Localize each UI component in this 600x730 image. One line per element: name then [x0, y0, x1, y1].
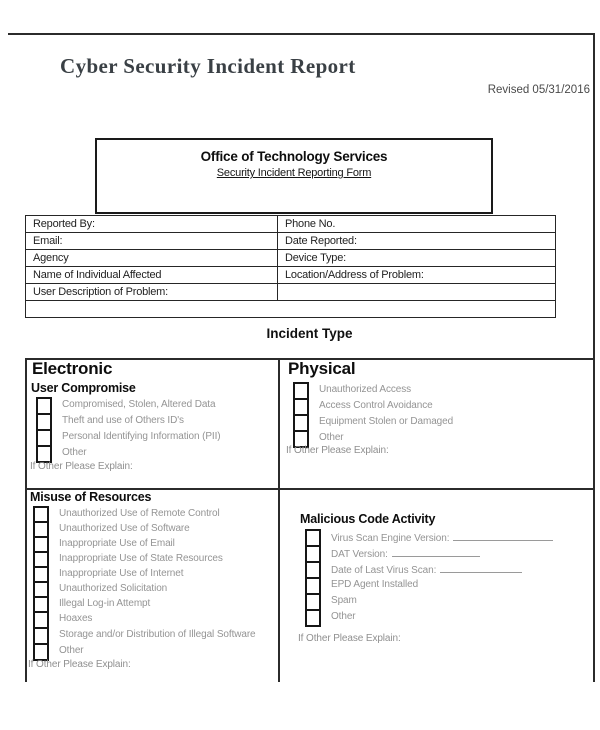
- checkbox-label: Spam: [331, 595, 357, 606]
- checkbox-label: Date of Last Virus Scan:: [331, 563, 522, 576]
- section-misuse-title: Misuse of Resources: [30, 490, 152, 504]
- checkbox-label: Inappropriate Use of Internet: [59, 568, 184, 579]
- date-last-virus-scan-line[interactable]: [440, 563, 522, 573]
- checkbox-label: Unauthorized Use of Software: [59, 523, 190, 534]
- office-box-subtitle: Security Incident Reporting Form: [216, 167, 372, 179]
- field-email: Email:: [26, 233, 278, 250]
- checkbox-label: Other: [62, 447, 87, 458]
- field-user-description-value: [278, 284, 556, 301]
- field-name-affected: Name of Individual Affected: [26, 267, 278, 284]
- checkbox-label: Unauthorized Use of Remote Control: [59, 508, 220, 519]
- checkbox-label: DAT Version:: [331, 547, 480, 560]
- dat-version-line[interactable]: [392, 547, 480, 557]
- checkbox-label: Other: [59, 645, 84, 656]
- checkbox-label: Unauthorized Access: [319, 384, 412, 395]
- incident-box-center-divider: [278, 358, 280, 682]
- checkbox-label: Compromised, Stolen, Altered Data: [62, 399, 216, 410]
- field-location-address: Location/Address of Problem:: [278, 267, 556, 284]
- table-row: [26, 267, 556, 284]
- field-user-description: User Description of Problem:: [26, 284, 278, 301]
- checkbox-label: Inappropriate Use of State Resources: [59, 553, 223, 564]
- table-row: [26, 284, 556, 301]
- checkbox-label: Equipment Stolen or Damaged: [319, 416, 454, 427]
- checkbox-label: Storage and/or Distribution of Illegal Software: [59, 629, 256, 640]
- top-rule: [8, 33, 593, 35]
- electronic-explain-label: If Other Please Explain:: [30, 461, 133, 472]
- checkbox-label: Personal Identifying Information (PII): [62, 431, 221, 442]
- table-row: [26, 233, 556, 250]
- table-row: [26, 250, 556, 267]
- checkbox-label: Virus Scan Engine Version:: [331, 531, 553, 544]
- malicious-explain-label: If Other Please Explain:: [298, 633, 401, 644]
- field-device-type: Device Type:: [278, 250, 556, 267]
- field-phone-no: Phone No.: [278, 216, 556, 233]
- contact-table: [25, 215, 556, 318]
- checkbox-label: Access Control Avoidance: [319, 400, 433, 411]
- section-electronic-title: Electronic: [32, 359, 113, 378]
- checkbox-label: Inappropriate Use of Email: [59, 538, 175, 549]
- table-row: [26, 301, 556, 318]
- office-box-title: Office of Technology Services: [200, 149, 388, 164]
- section-malicious-title: Malicious Code Activity: [300, 512, 436, 526]
- virus-scan-engine-version-line[interactable]: [453, 531, 553, 541]
- page-title: Cyber Security Incident Report: [60, 54, 356, 78]
- field-date-reported: Date Reported:: [278, 233, 556, 250]
- checkbox-label: Theft and use of Others ID's: [62, 415, 184, 426]
- field-agency: Agency: [26, 250, 278, 267]
- revised-date: Revised 05/31/2016: [487, 84, 590, 96]
- physical-explain-label: If Other Please Explain:: [286, 445, 389, 456]
- section-physical-title: Physical: [288, 359, 356, 378]
- checkbox-label: Other: [331, 611, 356, 622]
- checkbox-label: Unauthorized Solicitation: [59, 583, 168, 594]
- checkbox-malicious-other[interactable]: [305, 609, 321, 627]
- misuse-explain-label: If Other Please Explain:: [28, 659, 131, 670]
- checkbox-label: Other: [319, 432, 344, 443]
- office-box: [95, 138, 493, 214]
- table-row: [26, 216, 556, 233]
- section-user-compromise-title: User Compromise: [31, 381, 136, 395]
- checkbox-label: Illegal Log-in Attempt: [59, 598, 151, 609]
- field-reported-by: Reported By:: [26, 216, 278, 233]
- description-blank-row: [26, 301, 556, 318]
- checkbox-label: Hoaxes: [59, 613, 93, 624]
- incident-type-heading: Incident Type: [266, 326, 353, 341]
- checkbox-label: EPD Agent Installed: [331, 579, 419, 590]
